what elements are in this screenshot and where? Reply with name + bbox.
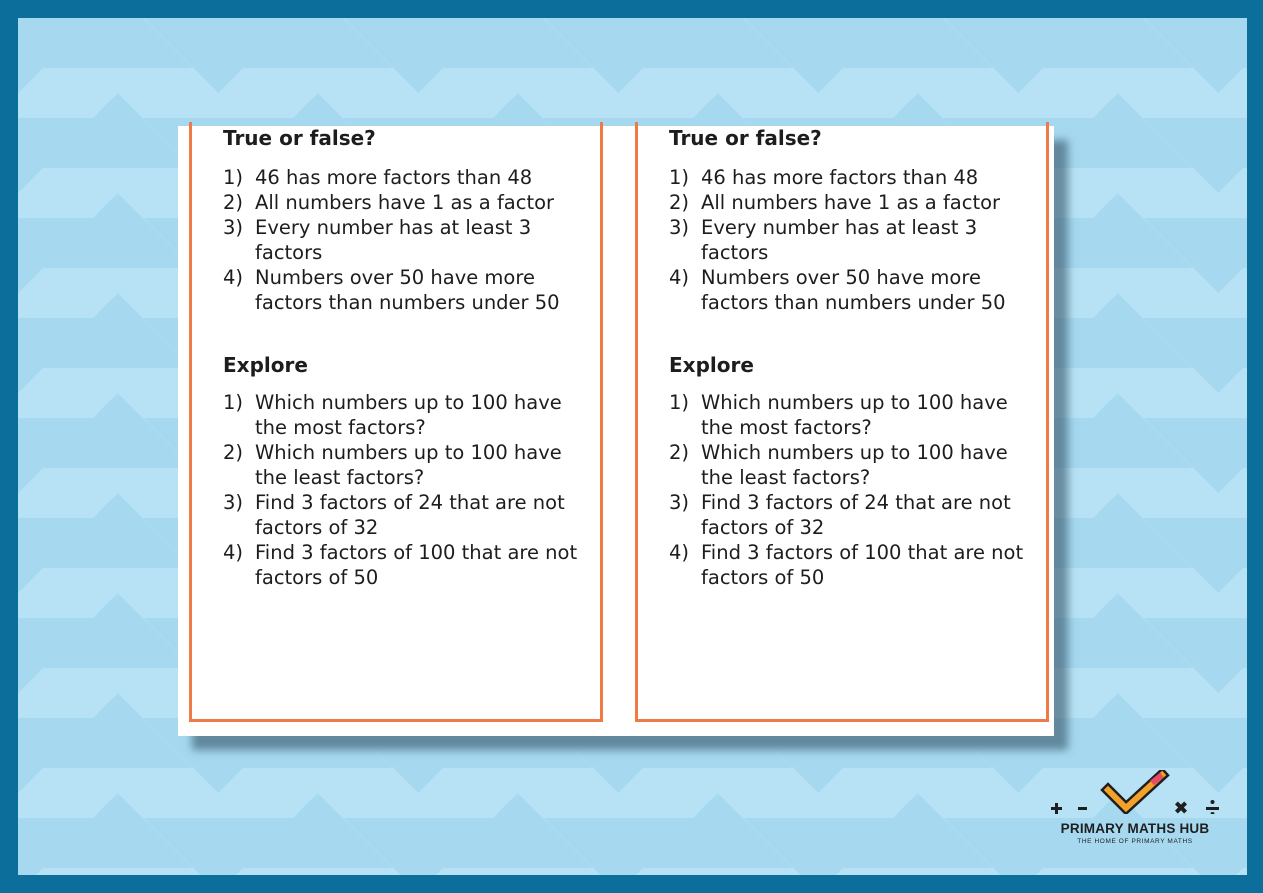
item-number: 1)	[669, 166, 690, 189]
list-item	[223, 440, 593, 490]
item-text: Find 3 factors of 24 that are not factors of 32	[255, 491, 565, 539]
list-item	[223, 390, 593, 440]
item-text: Every number has at least 3 factors	[255, 216, 532, 264]
item-text: Which numbers up to 100 have the most factors?	[701, 391, 1008, 439]
list-item	[669, 165, 1039, 190]
item-number: 1)	[669, 391, 690, 414]
list-item	[223, 165, 593, 190]
item-number: 2)	[669, 191, 690, 214]
activity-card-right	[635, 122, 1049, 722]
item-number: 2)	[223, 441, 244, 464]
list-item	[223, 540, 593, 590]
item-number: 1)	[223, 391, 244, 414]
explore-list	[669, 390, 1039, 590]
list-item	[669, 540, 1039, 590]
maths-symbols-icon	[1046, 770, 1224, 814]
item-text: Every number has at least 3 factors	[701, 216, 978, 264]
item-number: 1)	[223, 166, 244, 189]
true-or-false-list	[669, 165, 1039, 315]
item-text: Find 3 factors of 24 that are not factors of 32	[701, 491, 1011, 539]
item-number: 3)	[669, 491, 690, 514]
true-or-false-heading: True or false?	[669, 126, 822, 150]
item-number: 2)	[669, 441, 690, 464]
item-text: All numbers have 1 as a factor	[255, 191, 555, 214]
item-text: Find 3 factors of 100 that are not factors of 50	[701, 541, 1024, 589]
item-text: 46 has more factors than 48	[255, 166, 533, 189]
list-item	[669, 215, 1039, 265]
list-item	[223, 490, 593, 540]
item-number: 4)	[223, 541, 244, 564]
item-text: Numbers over 50 have more factors than numbers under 50	[255, 266, 560, 314]
list-item	[669, 440, 1039, 490]
item-text: Find 3 factors of 100 that are not factors of 50	[255, 541, 578, 589]
activity-card-left	[189, 122, 603, 722]
list-item	[669, 490, 1039, 540]
item-number: 4)	[223, 266, 244, 289]
list-item	[223, 190, 593, 215]
item-text: Which numbers up to 100 have the least factors?	[255, 441, 562, 489]
item-number: 3)	[669, 216, 690, 239]
item-number: 4)	[669, 266, 690, 289]
list-item	[669, 265, 1039, 315]
item-text: Which numbers up to 100 have the least factors?	[701, 441, 1008, 489]
item-number: 4)	[669, 541, 690, 564]
item-number: 3)	[223, 216, 244, 239]
true-or-false-heading: True or false?	[223, 126, 376, 150]
logo-tagline: THE HOME OF PRIMARY MATHS	[1077, 838, 1193, 845]
list-item	[223, 215, 593, 265]
item-text: 46 has more factors than 48	[701, 166, 979, 189]
list-item	[669, 390, 1039, 440]
item-text: Numbers over 50 have more factors than numbers under 50	[701, 266, 1006, 314]
true-or-false-list	[223, 165, 593, 315]
item-text: All numbers have 1 as a factor	[701, 191, 1001, 214]
list-item	[669, 190, 1039, 215]
item-number: 2)	[223, 191, 244, 214]
explore-heading: Explore	[669, 353, 754, 377]
item-number: 3)	[223, 491, 244, 514]
primary-maths-hub-logo	[1046, 770, 1224, 844]
list-item	[223, 265, 593, 315]
logo-brand-name: PRIMARY MATHS HUB	[1060, 821, 1210, 836]
item-text: Which numbers up to 100 have the most factors?	[255, 391, 562, 439]
worksheet-sheet	[178, 126, 1054, 736]
explore-list	[223, 390, 593, 590]
explore-heading: Explore	[223, 353, 308, 377]
background-frame	[18, 18, 1247, 875]
